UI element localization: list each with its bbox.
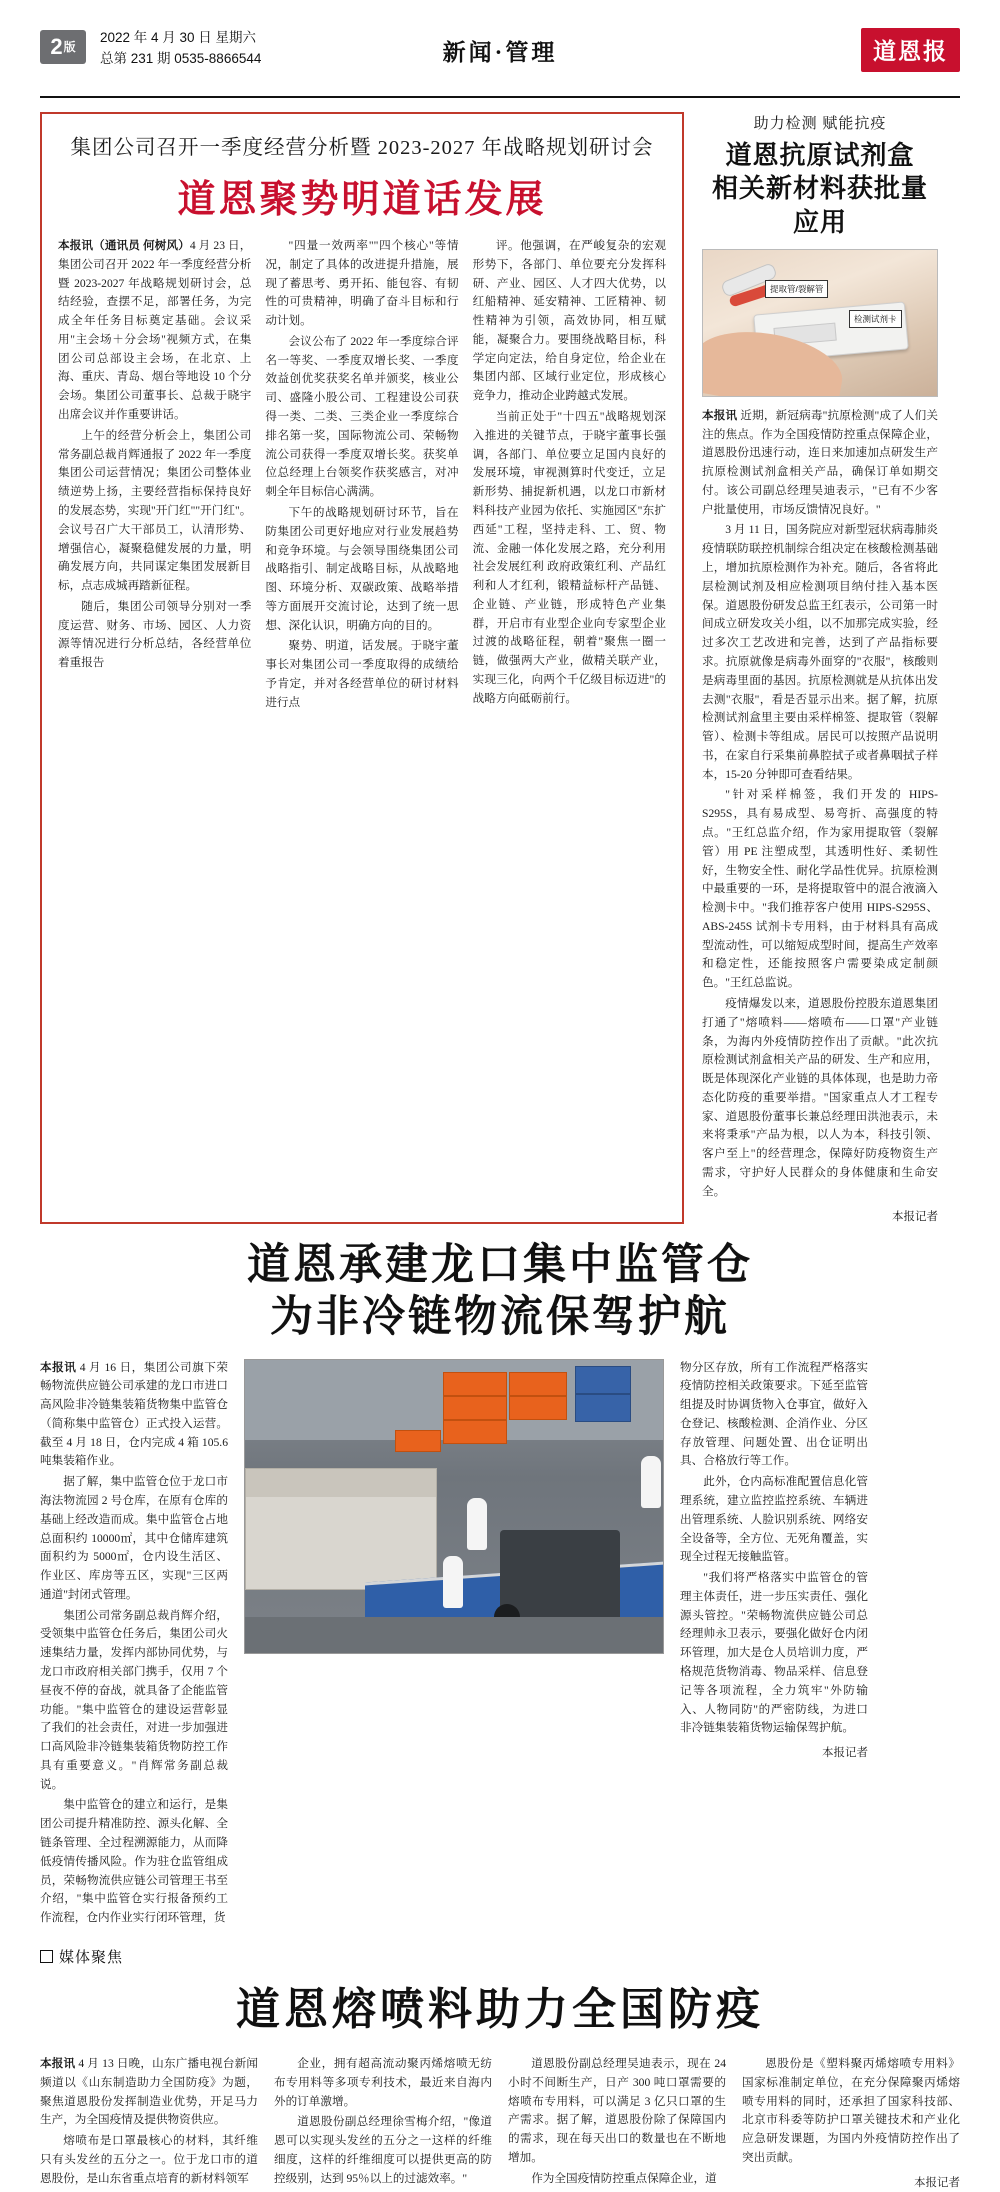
antigen-test-kit-photo [702, 249, 938, 397]
right-article-signature: 本报记者 [892, 1210, 938, 1223]
banner1-line1: 道恩承建龙口集中监管仓 [247, 1241, 753, 1289]
paragraph: 企业，拥有超高流动聚丙烯熔喷无纺布专用料等多项专利技术，最近来自海内外的订单激增。 [274, 2056, 492, 2108]
paragraph: 聚势、明道，话发展。于晓宇董事长对集团公司一季度取得的成绩给予肯定，并对各经营单位的研讨材料进行点 [265, 639, 459, 709]
paragraph: 上午的经营分析会上，集团公司常务副总裁肖辉通报了 2022 年一季度集团公司运营情况；集团公司整体业绩逆势上扬，主要经营指标保持良好的发展态势，实现"开门红""开门红"。会议号召广大干部员工，认清形势、增强信心，凝聚稳健发展的力量，明确发展方向，共同谋定集团发展新目标，点志成城再踏新征程。 [58, 428, 252, 593]
paragraph: 随后，集团公司领导分别对一季度运营、财务、市场、园区、人力资源等情况进行分析总结，各经营单位着重报告 [58, 599, 252, 670]
paragraph: "四量一效两率""四个核心"等情况，制定了具体的改进提升措施，展现了蓄思考、勇开拓、能包容、有韧性的可贵精神，明确了奋斗目标和行动计划。 [265, 239, 459, 328]
media-focus-tag [40, 1946, 1000, 1967]
paragraph: 本报讯 4 月 13 日晚，山东广播电视台新闻频道以《山东制造助力全国防疫》为题，聚焦道恩股份发挥制造业优势，开足马力生产，为全国疫情及提供物资供应。 [40, 2056, 258, 2127]
photo-label-extraction-tube: 提取管/裂解管 [765, 280, 828, 298]
page-unit: 版 [63, 40, 76, 54]
ground-shape [245, 1617, 663, 1653]
right-article-body [702, 407, 938, 1224]
paragraph: 作为全国疫情防控重点保障企业，道 [531, 2171, 717, 2185]
page-number: 2 [50, 34, 63, 59]
photo-label-test-card: 检测试剂卡 [849, 310, 902, 328]
crate-shape [443, 1396, 507, 1420]
supervision-warehouse-photo [244, 1359, 664, 1654]
paragraph: 当前正处于"十四五"战略规划深入推进的关键节点，于晓宇董事长强调，各部门、单位要立足国内良好的发展环境，审视测算时代变迁，立足新形势、捕捉新机遇，以龙口市新材料科技产业园为依托、实施园区"东扩西延"工程，坚持走科、工、贸、物流、金融一体化发展之路，充分利用社会发展红利 政府政策红利、产品红利和人才红利，锻精益标杆产品链、企业链、产业链，形成特色产业集群，开启市有业型企业向专家型企业过渡的战略征程，朝着"聚焦一圈一链，做强两大产业，做精关联产业，实现三化，向两个千亿级目标迈进"的战略方向砥砺前行。 [472, 410, 666, 705]
square-bullet-icon [40, 1950, 53, 1963]
lead-headline: 道恩聚势明道话发展 [177, 179, 547, 221]
bottom-signature: 本报记者 [914, 2176, 960, 2189]
bottom-column-4 [742, 2055, 960, 2192]
paragraph: 疫情爆发以来，道恩股份控股东道恩集团打通了"熔喷料——熔喷布——口罩"产业链条，为海内外疫情防控作出了贡献。"此次抗原检测试剂盒相关产品的研发、生产和应用，既是体现深化产业链的具体体现，也是助力帝态化防疫的重要举措。"国家重点人才工程专家、道恩股份董事长兼总经理田洪池表示，未来将秉承"产品为根，以人为本，科技引领、客户至上"的经营理念，保障好防疫物资生产需求，守护好人民群众的身体健康和生命安全。 [702, 997, 938, 1198]
lead-column-2 [265, 237, 458, 715]
paragraph: 本报讯 近期，新冠病毒"抗原检测"成了人们关注的焦点。作为全国疫情防控重点保障企业，道恩股份迅速行动，连日来加速加点研发生产抗原检测试剂盒相关产品，确保订单如期交付。该公司副总经理吴迪表示，"已有不少客户批量使用，市场反馈情况良好。" [702, 408, 938, 516]
crate-shape [443, 1372, 507, 1396]
paragraph: 下午的战略规划研讨环节，旨在防集团公司更好地应对行业发展趋势和竞争环境。与会领导围绕集团公司战略指引、制定战略目标，从战略地图、环境分析、双碳政策、战略举措等方面展开交流讨论，达到了统一思想、深化认识，明确方向的目的。 [265, 505, 459, 632]
mid-credit: 本报记者 [822, 1747, 868, 1760]
paragraph: "我们将严格落实中监管仓的管理主体责任，进一步压实责任、强化源头管控。"荣畅物流供应链公司总经理帅永卫表示，要强化做好仓内闭环管理，加大是仓人员培训力度，严格规范货物消毒、物品采样、信息登记等各项流程，全力筑牢"外防输入、人物同防"的严密防线，为进口非冷链集装箱货物运输保驾护航。 [680, 1571, 868, 1735]
section-title: 新闻·管理 [442, 40, 558, 65]
crate-shape [575, 1366, 631, 1394]
paragraph: 恩股份是《塑料聚丙烯熔喷专用料》国家标准制定单位，在充分保障聚丙烯熔喷专用料的同时，还承担了国家科技部、北京市科委等防护口罩关键技术和产业化应急研发课题，为国内外疫情防控作出了突出贡献。 [742, 2056, 960, 2164]
paragraph: 此外，仓内高标准配置信息化管理系统，建立监控监控系统、车辆进出管理系统、人脸识别系统、网络安全设备等，全方位、无死角覆盖，实现全过程无接触监管。 [680, 1475, 868, 1564]
right-headline-line1: 道恩抗原试剂盒 [725, 141, 915, 170]
bottom-region [40, 2055, 960, 2192]
lead-article [40, 112, 684, 1224]
masthead-date-line2: 总第 231 期 0535-8866544 [100, 50, 262, 66]
shipping-container-shape [245, 1468, 437, 1590]
crate-shape [509, 1396, 567, 1420]
paper-logo: 道恩报 [861, 28, 960, 72]
paragraph: 物分区存放，所有工作流程严格落实疫情防控相关政策要求。下延至监管组提及时协调货物入仓事宜，做好入仓登记、核酸检测、企消作业、分区存放管理、问题处置、出仓证明出具、合格放行等工作。 [680, 1360, 868, 1468]
paragraph: 熔喷布是口罩最核心的材料，其纤维只有头发丝的五分之一。位于龙口市的道恩股份，是山东省重点培育的新材料领军 [40, 2134, 258, 2185]
mid-region [40, 1359, 960, 1930]
mid-column-2 [680, 1359, 868, 1930]
worker-shape [467, 1498, 487, 1550]
worker-shape [443, 1556, 463, 1608]
paragraph: 据了解，集中监管仓位于龙口市海法物流园 2 号仓库，在原有仓库的基础上经改造而成。集中监管仓占地总面积约 10000㎡，其中仓储库建筑面积约为 5000㎡，仓内设生活区、作业区、库房等五区，实现"三区两通道"封闭式管理。 [40, 1475, 228, 1601]
top-region [40, 112, 960, 1224]
right-headline-line2: 相关新材料获批量应用 [711, 174, 928, 237]
right-article [702, 112, 938, 1224]
mid-photo-column [244, 1359, 664, 1930]
newspaper-page [0, 26, 1000, 2189]
media-focus-label: 媒体聚焦 [59, 1949, 124, 1966]
paragraph: 本报讯（通讯员 何树风）4 月 23 日，集团公司召开 2022 年一季度经营分析暨 2023-2027 年战略规划研讨会，总结经验，查摆不足，部署任务，为完成全年任务目标奠定基础。会议采用"主会场＋分会场"视频方式，在集团公司总部设主会场，在北京、上海、重庆、青岛、烟台等地设 10 个分会场。集团公司董事长、总裁于晓宇出席会议并作重要讲话。 [58, 239, 252, 422]
lead-column-3 [473, 237, 666, 715]
crate-shape [575, 1394, 631, 1422]
paragraph: 评。他强调，在严峻复杂的宏观形势下，各部门、单位要充分发挥科研、产业、园区、人才四大优势，以红船精神、延安精神、工匠精神、韧性精神为引领，高效协同，相互赋能，凝聚合力。要围绕战略目标，科学定向定法，给自身定位，给企业在集团内部、区域行业定位，形成核心竞争力，推动企业跨越式发展。 [472, 239, 666, 403]
paragraph: 道恩股份副总经理吴迪表示，现在 24 小时不间断生产，日产 300 吨口罩需要的熔喷布专用料，可以满足 3 亿只口罩的生产需求。据了解，道恩股份除了保障国内的需求，现在每天出口的数量也在不断地增加。 [508, 2056, 726, 2164]
crate-shape [395, 1430, 441, 1452]
paragraph: 道恩股份副总经理徐雪梅介绍，"像道恩可以实现头发丝的五分之一这样的纤维细度，这样的纤维细度可以提供更高的防控级别，达到 95％以上的过滤效率。" [274, 2115, 492, 2185]
crate-shape [509, 1372, 567, 1396]
paragraph: 集中监管仓的建立和运行，是集团公司提升精准防控、源头化解、全链条管理、全过程溯源能力，从而降低疫情传播风险。作为驻仓监管组成员，荣畅物流供应链公司管理王书至介绍，"集中监管仓实行报备预约工作流程，仓内作业实行闭环管理，货 [40, 1798, 228, 1925]
masthead-date-line1: 2022 年 4 月 30 日 星期六 [100, 30, 257, 45]
paragraph: "针对采样棉签，我们开发的 HIPS-S295S，具有易成型、易弯折、高强度的特点。"王红总监介绍，作为家用提取管（裂解管）用 PE 注塑成型，其透明性好、柔韧性好，生物安全性、耐化学品性优异。抗原检测中最重要的一环，是将提取管中的混合液滴入检测卡中。"我们推荐客户使用 HIPS-S295S、ABS-245S 试剂卡专用料，由于材料具有高成型流动性，可以缩短成型时间，提高生产效率和稳定性，还能按照客户需要染成定制颜色。"王红总监说。 [702, 788, 938, 990]
masthead [40, 26, 960, 98]
banner-headline-2: 道恩熔喷料助力全国防疫 [236, 1984, 764, 2034]
lead-kicker: 集团公司召开一季度经营分析暨 2023-2027 年战略规划研讨会 [70, 137, 654, 159]
paragraph: 集团公司常务副总裁肖辉介绍，受领集中监管仓任务后，集团公司火速集结力量，发挥内部协同优势，与龙口市政府相关部门携手，仅用 7 个昼夜不停的奋战，就具备了企能监管功能。"集中监管仓的建设运营彰显了我们的社会责任，对进一步加强进口高风险非冷链集装箱货物防控工作具有重要意义。"肖辉常务副总裁说。 [40, 1608, 228, 1791]
right-kicker: 助力检测 赋能抗疫 [753, 116, 887, 132]
crate-shape [443, 1420, 507, 1444]
forklift-shape [500, 1530, 620, 1622]
worker-shape [641, 1456, 661, 1508]
paragraph: 本报讯 4 月 16 日，集团公司旗下荣畅物流供应链公司承建的龙口市进口高风险非冷链集装箱货物集中监管仓（简称集中监管仓）正式投入运营。截至 4 月 18 日，仓内完成 4 箱 105.6 吨集装箱作业。 [40, 1360, 228, 1468]
lead-columns [58, 237, 666, 715]
lead-column-1 [58, 237, 251, 715]
banner1-line2: 为非冷链物流保驾护航 [270, 1294, 730, 1342]
mid-column-1 [40, 1359, 228, 1930]
bottom-column-3 [508, 2055, 726, 2192]
banner-headline-1 [40, 1240, 960, 1345]
paragraph: 3 月 11 日，国务院应对新型冠状病毒肺炎疫情联防联控机制综合组决定在核酸检测基础上，增加抗原检测作为补充。随后，各省将此层检测试剂及相应检测项目纳付挂入基本医保。道恩股份研发总监王红表示，公司第一时间成立研发攻关小组，以不加那完成实验，经过多次工艺改进和完善，达到了产品指标要求。抗原就像是病毒外面穿的"衣服"，核酸则是病毒里面的基因。抗原检测就是从抗体出发去测"衣服"，看是否显示出来。据了解，抗原检测试剂盒里主要由采样棉签、提取管（裂解管）、检测卡等组成。居民可以按照产品说明书，在家自行采集前鼻腔拭子或者鼻咽拭子样本，15-20 分钟即可查看结果。 [702, 523, 938, 781]
bottom-column-1 [40, 2055, 258, 2192]
bottom-column-2 [274, 2055, 492, 2192]
right-headline [702, 139, 938, 239]
paragraph: 会议公布了 2022 年一季度综合评名一等奖、一季度双增长奖、一季度效益创优奖获奖名单并颁奖，核业公司、盛隆小股公司、工程建设公司获得一类、二类、三类企业一季度综合排名第一奖，国际物流公司、荣畅物流公司获得一季度双增长奖。获奖单位总经理上台领奖作获奖感言，对冲刺全年目标信心满满。 [265, 334, 459, 499]
